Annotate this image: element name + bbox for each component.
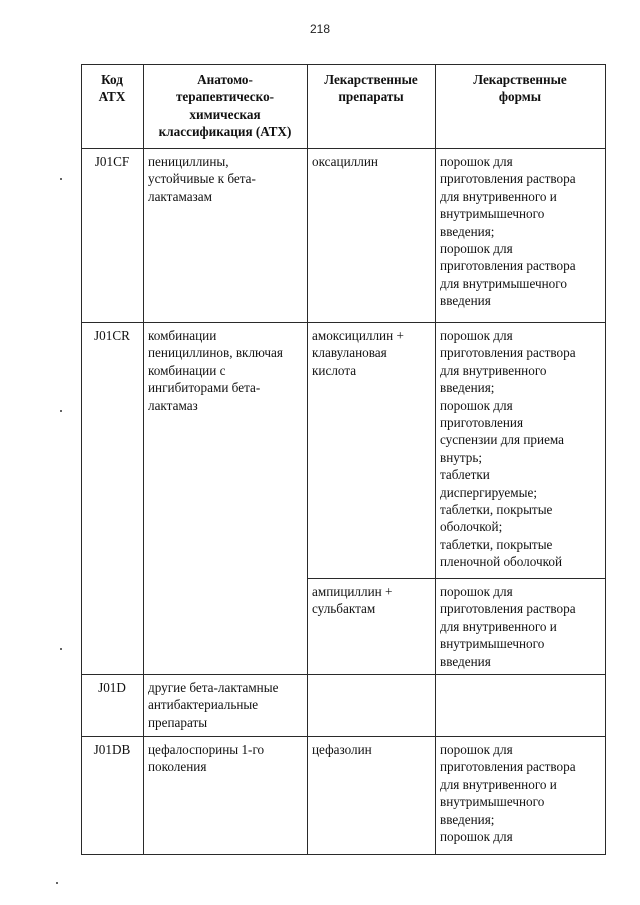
atx-table bbox=[81, 64, 606, 855]
atx-code: J01D bbox=[98, 680, 126, 696]
drug-cell bbox=[308, 579, 436, 675]
classification-cell bbox=[144, 737, 308, 855]
header-classification-text: Анатомо- терапевтическо- химическая классификация (АТХ) bbox=[158, 72, 292, 140]
atx-code: J01CR bbox=[94, 328, 130, 343]
drug-cell bbox=[308, 149, 436, 323]
page-number: 218 bbox=[309, 22, 331, 36]
header-drugs bbox=[308, 65, 436, 149]
classification-cell bbox=[144, 675, 308, 737]
classification-text: другие бета-лактамные антибактериальные препараты bbox=[148, 680, 279, 730]
atx-code-cell bbox=[82, 149, 144, 323]
atx-code-cell bbox=[82, 737, 144, 855]
header-code bbox=[82, 65, 144, 149]
table-header-row bbox=[82, 65, 606, 149]
table-row bbox=[82, 149, 606, 323]
forms-text: порошок для приготовления раствора для внутривенного введения; порошок для приготовления суспензии для приема внутрь; таблетки диспергируемые; таблетки, покрытые оболочкой; таблетки, покрытые пленочной оболочкой bbox=[440, 328, 576, 570]
header-forms-text: Лекарственные формы bbox=[473, 72, 567, 105]
table-row bbox=[82, 675, 606, 737]
header-forms bbox=[436, 65, 606, 149]
forms-cell bbox=[436, 579, 606, 675]
atx-code-cell bbox=[82, 675, 144, 737]
atx-code: J01CF bbox=[94, 154, 130, 169]
forms-cell bbox=[436, 675, 606, 737]
scan-speck bbox=[60, 178, 62, 180]
forms-text: порошок для приготовления раствора для внутривенного и внутримышечного введения; порошок для bbox=[440, 742, 576, 845]
drug-cell bbox=[308, 675, 436, 737]
table-row bbox=[82, 737, 606, 855]
forms-text: порошок для приготовления раствора для внутривенного и внутримышечного введения bbox=[440, 584, 576, 669]
drug-text: ампициллин + сульбактам bbox=[312, 584, 393, 617]
drug-cell bbox=[308, 737, 436, 855]
forms-cell bbox=[436, 323, 606, 579]
drug-cell bbox=[308, 323, 436, 579]
table-row bbox=[82, 323, 606, 579]
classification-text: пенициллины, устойчивые к бета- лактамазам bbox=[148, 154, 256, 204]
forms-text: порошок для приготовления раствора для внутривенного и внутримышечного введения; порошок для приготовления раствора для внутримышечного введения bbox=[440, 154, 576, 309]
header-code-text: Код АТХ bbox=[98, 72, 126, 105]
scan-speck bbox=[60, 410, 62, 412]
drug-text: цефазолин bbox=[312, 742, 372, 758]
classification-cell bbox=[144, 323, 308, 675]
forms-cell bbox=[436, 149, 606, 323]
classification-cell bbox=[144, 149, 308, 323]
classification-text: цефалоспорины 1-го поколения bbox=[148, 742, 265, 775]
drug-text: оксациллин bbox=[312, 154, 378, 169]
atx-code-cell bbox=[82, 323, 144, 675]
scan-speck bbox=[56, 882, 58, 884]
forms-cell bbox=[436, 737, 606, 855]
header-drugs-text: Лекарственные препараты bbox=[324, 72, 418, 105]
classification-text: комбинации пенициллинов, включая комбинации с ингибиторами бета- лактамаз bbox=[148, 328, 283, 413]
header-classification bbox=[144, 65, 308, 149]
drug-text: амоксициллин + клавулановая кислота bbox=[312, 328, 404, 378]
atx-code: J01DB bbox=[93, 742, 131, 758]
scan-speck bbox=[60, 648, 62, 650]
